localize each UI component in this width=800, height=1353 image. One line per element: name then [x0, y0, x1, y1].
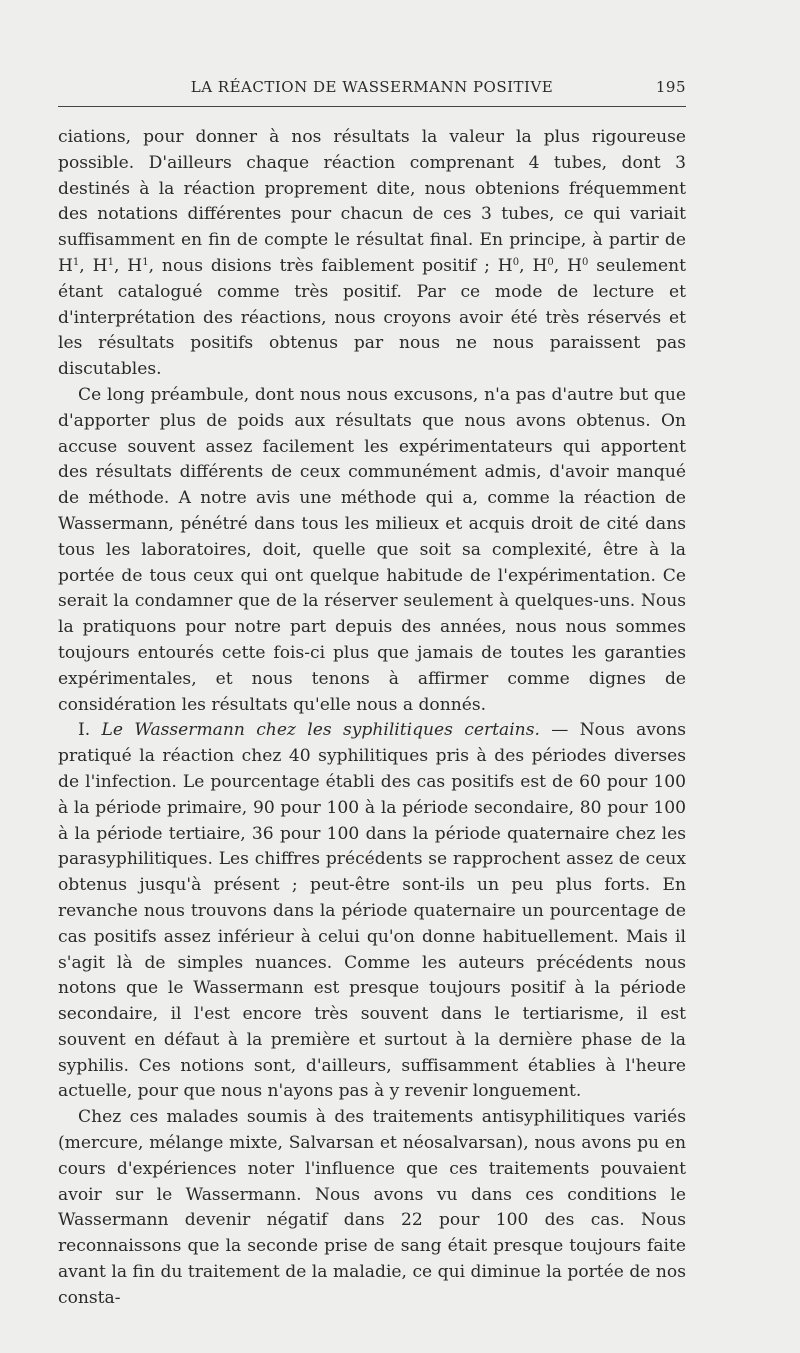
- section-number: I.: [78, 720, 91, 741]
- paragraph-3: I. Le Wassermann chez les syphilitiques certains. — Nous avons pratiqué la réaction chez 40 syphilitiques pris à des périodes diverses de l'infection. Le pourcentage établi des cas positifs est de 60 pour 100 à la période primaire, 90 pour 100 à la période secondaire, 80 pour 100 à la période tertiaire, 36 pour 100 dans la période quaternaire chez les parasyphilitiques. Les chiffres précédents se rapprochent assez de ceux obtenus jusqu'à présent ; peut-être sont-ils un peu plus forts. En revanche nous trouvons dans la période quaternaire un pourcentage de cas positifs assez inférieur à celui qu'on donne habituellement. Mais il s'agit là de simples nuances. Comme les auteurs précédents nous notons que le Wassermann est presque toujours positif à la période secondaire, il l'est encore très souvent dans le tertiarisme, il est souvent en défaut à la première et surtout à la dernière phase de la syphilis. Ces notions sont, d'ailleurs, suffisamment établies à l'heure actuelle, pour que nous n'ayons pas à y revenir longuement.: [58, 720, 686, 1102]
- header-rule: [58, 106, 686, 107]
- paragraph-4: Chez ces malades soumis à des traitements antisyphilitiques variés (mercure, mélange mixte, Salvarsan et néosalvarsan), nous avons pu en cours d'expériences noter l'influence que ces traitements pouvaient avoir sur le Wassermann. Nous avons vu dans ces conditions le Wassermann devenir négatif dans 22 pour 100 des cas. Nous reconnaissons que la seconde prise de sang était presque toujours faite avant la fin du traitement de la maladie, ce qui diminue la portée de nos consta-: [58, 1107, 686, 1308]
- paragraph-1: ciations, pour donner à nos résultats la valeur la plus rigoureuse possible. D'ailleurs chaque réaction comprenant 4 tubes, dont 3 destinés à la réaction proprement dite, nous obtenions fréquemment des notations différentes pour chacun de ces 3 tubes, ce qui variait suffisamment en fin de compte le résultat final. En principe, à partir de $H^1$, $H^1$, $H^1$, nous disions très faiblement positif ; $H^0$, $H^0$, $H^0$ seulement étant catalogué comme très positif. Par ce mode de lecture et d'interprétation des réactions, nous croyons avoir été très réservés et les résultats positifs obtenus par nous ne nous paraissent pas discutables.: [58, 127, 686, 380]
- running-header: [58, 74, 686, 100]
- running-title: LA RÉACTION DE WASSERMANN POSITIVE: [190, 78, 554, 96]
- section-heading: Le Wassermann chez les syphilitiques certains.: [101, 720, 540, 741]
- paragraph-2: Ce long préambule, dont nous nous excusons, n'a pas d'autre but que d'apporter plus de poids aux résultats que nous avons obtenus. On accuse souvent assez facilement les expérimentateurs qui apportent des résultats différents de ceux communément admis, d'avoir manqué de méthode. A notre avis une méthode qui a, comme la réaction de Wassermann, pénétré dans tous les milieux et acquis droit de cité dans tous les laboratoires, doit, quelle que soit sa complexité, être à la portée de tous ceux qui ont quelque habitude de l'expérimentation. Ce serait la condamner que de la réserver seulement à quelques-uns. Nous la pratiquons pour notre part depuis des années, nous nous sommes toujours entourés cette fois-ci plus que jamais de toutes les garanties expérimentales, et nous tenons à affirmer comme dignes de considération les résultats qu'elle nous a donnés.: [58, 384, 686, 715]
- page-number: 195: [655, 78, 686, 96]
- body-text: [58, 125, 686, 1312]
- book-page: [58, 74, 686, 1312]
